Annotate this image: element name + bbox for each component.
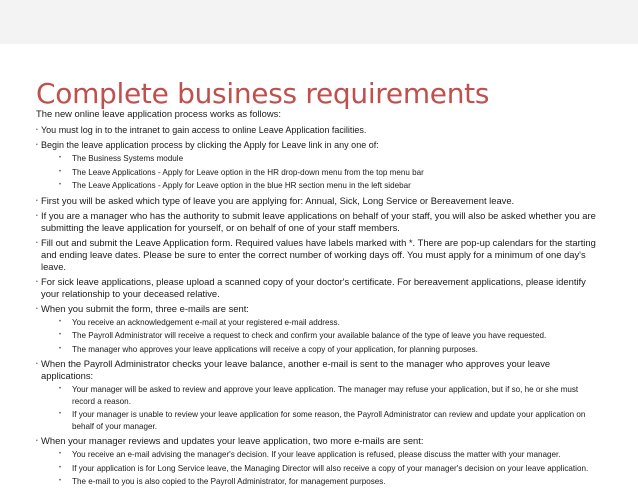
slide-title: Complete business requirements <box>36 76 490 110</box>
sub-bullet-text: The Business Systems module <box>72 154 184 163</box>
sub-bullet-marker: • <box>59 332 62 338</box>
bullet-marker: • <box>36 438 38 444</box>
sub-bullet-text: The manager who approves your leave applications will receive a copy of your application, for planning purposes. <box>72 344 478 354</box>
bullet-text: You must log in to the intranet to gain access to online Leave Application facilities. <box>41 125 367 135</box>
sub-bullet-text: If your application is for Long Service leave, the Managing Director will also receive a copy of your manager's decision on your leave application. <box>72 463 589 473</box>
sub-bullet-marker: • <box>59 464 62 471</box>
bullet-marker: • <box>36 361 38 367</box>
sub-bullet-item <box>36 449 602 461</box>
sub-bullet-text: The Leave Applications - Apply for Leave option in the HR drop-down menu from the top menu bar <box>72 167 424 177</box>
bullet-marker: • <box>36 212 38 219</box>
bullet-text: When the Payroll Administrator checks your leave balance, another e-mail is sent to the manager who approves your leave applications: <box>41 358 551 381</box>
sub-bullet-text: The Payroll Administrator will receive a request to check and confirm your available balance of the type of leave you have requested. <box>72 331 547 340</box>
sub-bullet-marker: • <box>59 345 62 352</box>
bullet-item <box>36 303 602 315</box>
sub-bullet-item <box>36 180 602 192</box>
bullet-text: First you will be asked which type of leave you are applying for: Annual, Sick, Long Service or Bereavement leave. <box>41 194 515 206</box>
sub-bullet-marker: • <box>59 168 62 175</box>
bullet-text: When your manager reviews and updates your leave application, two more e-mails are sent: <box>41 435 424 446</box>
sub-bullet-marker: • <box>59 451 62 457</box>
bullet-text: Fill out and submit the Leave Application form. Required values have labels marked with *. There are pop-up calendars for the starting and ending leave dates. Please be sure to enter the correct number of working days off. You must apply for a minimum of one day's leave. <box>41 236 596 272</box>
bullet-text: Begin the leave application process by clicking the Apply for Leave link in any one of: <box>41 140 379 150</box>
bullet-marker: • <box>36 142 38 148</box>
sub-bullet-item <box>36 153 602 165</box>
bullet-marker: • <box>36 278 38 285</box>
bullet-text: If you are a manager who has the authority to submit leave applications on behalf of your staff, you will also be asked whether you are submitting the leave application for yourself, or on behalf of one of your staff members. <box>41 209 596 233</box>
sub-bullet-item <box>36 330 602 342</box>
intro-text: The new online leave application process works as follows: <box>36 108 281 119</box>
bullet-marker: • <box>36 305 38 312</box>
sub-bullet-marker: • <box>59 386 62 392</box>
sub-bullet-marker: • <box>59 411 62 417</box>
bullet-item <box>36 435 602 447</box>
sub-bullet-marker: • <box>59 182 62 188</box>
bullet-item <box>36 139 602 151</box>
sub-bullet-text: The Leave Applications - Apply for Leave option in the blue HR section menu in the left sidebar <box>72 181 411 190</box>
bullet-item <box>36 358 602 382</box>
sub-bullet-marker: • <box>59 318 62 325</box>
sub-bullet-item <box>36 384 602 407</box>
bullet-marker: • <box>36 127 38 133</box>
bullet-marker: • <box>36 197 38 204</box>
slide-top-band <box>0 0 638 44</box>
sub-bullet-item <box>36 463 602 475</box>
slide-content <box>36 108 602 490</box>
bullet-item <box>36 210 602 234</box>
sub-bullet-marker: • <box>59 478 62 484</box>
bullet-text: When you submit the form, three e-mails are sent: <box>41 302 249 314</box>
sub-bullet-item <box>36 167 602 179</box>
sub-bullet-text: If your manager is unable to review your leave application for some reason, the Payroll Administrator can review and update your application on behalf of your manager. <box>72 410 586 431</box>
sub-bullet-text: You receive an acknowledgement e-mail at your registered e-mail address. <box>72 317 340 327</box>
bullet-item <box>36 237 602 273</box>
bullet-marker: • <box>36 239 38 246</box>
bullet-text: For sick leave applications, please upload a scanned copy of your doctor's certificate. For bereavement applications, please identify your relationship to your deceased relative. <box>41 275 586 299</box>
sub-bullet-item <box>36 344 602 356</box>
bullet-item <box>36 124 602 136</box>
bullet-item <box>36 276 602 300</box>
sub-bullet-item <box>36 317 602 329</box>
sub-bullet-text: You receive an e-mail advising the manager's decision. If your leave application is refused, please discuss the matter with your manager. <box>72 450 561 459</box>
sub-bullet-text: Your manager will be asked to review and approve your leave application. The manager may refuse your application, but if so, he or she must record a reason. <box>72 385 579 406</box>
bullet-item <box>36 195 602 207</box>
sub-bullet-text: The e-mail to you is also copied to the Payroll Administrator, for management purposes. <box>72 477 386 486</box>
sub-bullet-marker: • <box>59 155 62 161</box>
sub-bullet-item <box>36 409 602 432</box>
